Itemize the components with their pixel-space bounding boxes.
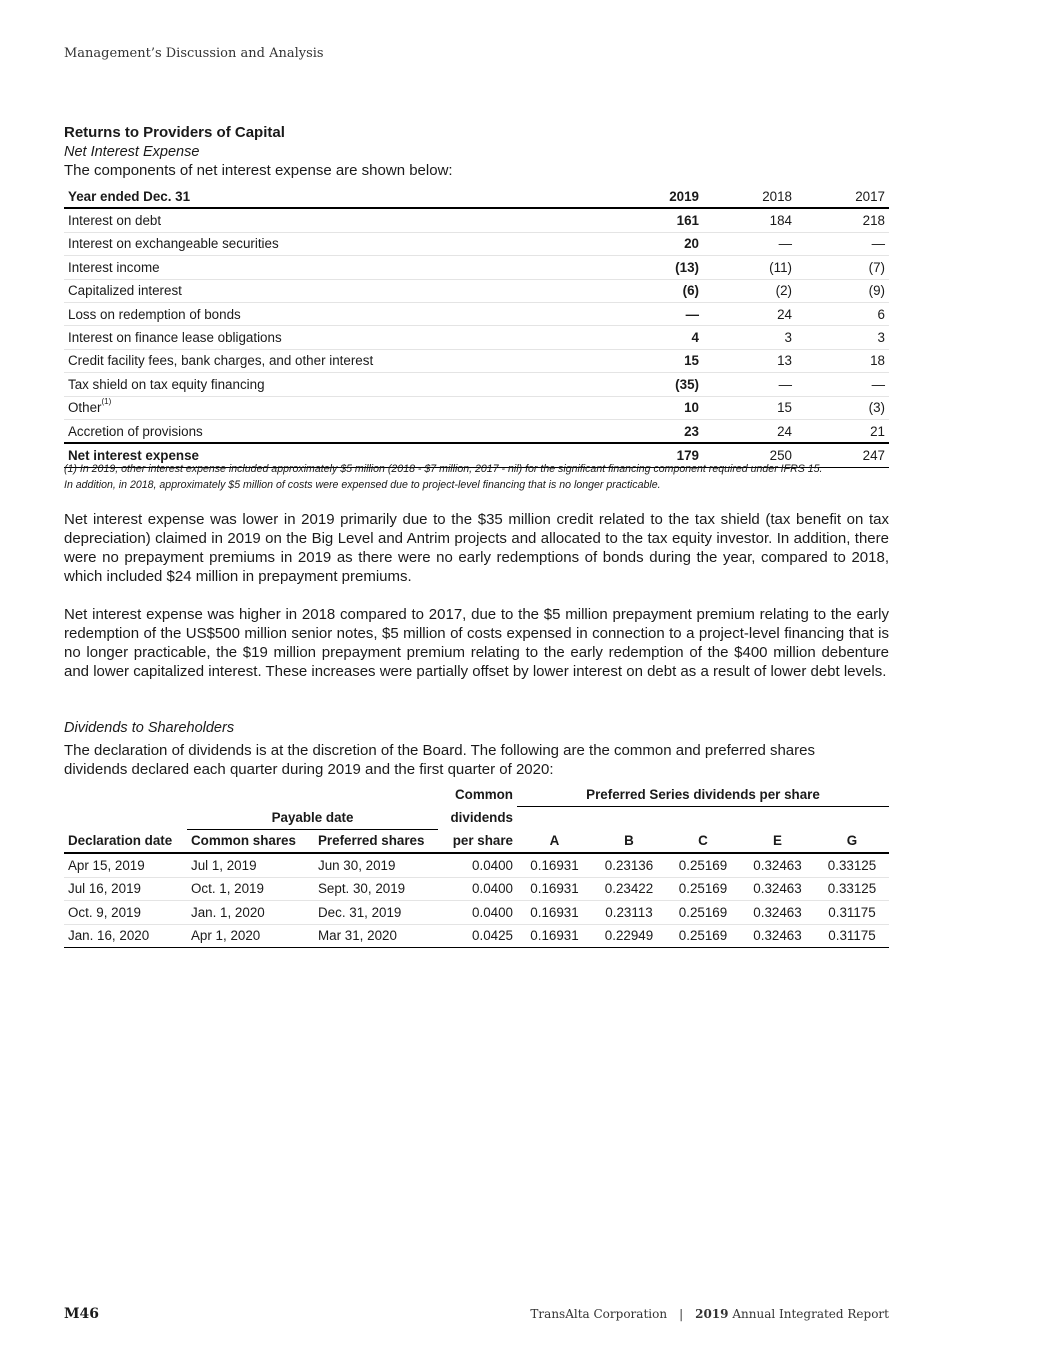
declaration-date: Jul 16, 2019 (64, 877, 187, 901)
row-label: Interest income (64, 256, 625, 279)
series-a-header: A (517, 829, 592, 853)
value-2018: 24 (703, 419, 796, 443)
table-footnote (64, 461, 894, 493)
series-b-value: 0.23113 (592, 901, 666, 925)
value-2019: (13) (625, 256, 703, 279)
series-a-value: 0.16931 (517, 901, 592, 925)
common-payable-date: Oct. 1, 2019 (187, 877, 314, 901)
series-a-value: 0.16931 (517, 877, 592, 901)
series-g-value: 0.33125 (815, 853, 889, 877)
preferred-payable-date: Dec. 31, 2019 (314, 901, 438, 925)
series-b-value: 0.23136 (592, 853, 666, 877)
row-label-other (64, 396, 625, 419)
series-c-value: 0.25169 (666, 924, 740, 948)
table-row (64, 279, 889, 302)
page-number: M46 (64, 1306, 99, 1322)
col-label: Year ended Dec. 31 (64, 185, 625, 208)
year-2018-header: 2018 (703, 185, 796, 208)
footer-report-title (530, 1307, 889, 1321)
row-label: Tax shield on tax equity financing (64, 373, 625, 396)
series-b-value: 0.22949 (592, 924, 666, 948)
row-label: Accretion of provisions (64, 419, 625, 443)
preferred-payable-date: Mar 31, 2020 (314, 924, 438, 948)
series-e-value: 0.32463 (740, 853, 815, 877)
row-label: Interest on debt (64, 208, 625, 232)
series-g-value: 0.31175 (815, 924, 889, 948)
value-2019: 20 (625, 232, 703, 255)
value-2017: — (796, 373, 889, 396)
value-2017: 6 (796, 302, 889, 325)
dividends-subtitle: Dividends to Shareholders (64, 720, 235, 736)
table-row (64, 924, 889, 948)
declaration-date: Jan. 16, 2020 (64, 924, 187, 948)
value-2017: 21 (796, 419, 889, 443)
value-2019: 15 (625, 349, 703, 372)
value-2018: — (703, 232, 796, 255)
table-row (64, 373, 889, 396)
table-row (64, 419, 889, 443)
table-row (64, 396, 889, 419)
dividends-table (64, 783, 889, 948)
series-g-header: G (815, 829, 889, 853)
value-2019: 23 (625, 419, 703, 443)
series-g-value: 0.33125 (815, 877, 889, 901)
value-2019: 4 (625, 326, 703, 349)
footer-year: 2019 (695, 1307, 729, 1321)
value-2018: 24 (703, 302, 796, 325)
value-2017: 3 (796, 326, 889, 349)
payable-group-header: Payable date (187, 806, 438, 829)
footer-separator: | (679, 1307, 684, 1321)
row-label: Loss on redemption of bonds (64, 302, 625, 325)
common-shares-header: Common shares (187, 829, 314, 853)
series-c-value: 0.25169 (666, 877, 740, 901)
paragraph-1: Net interest expense was lower in 2019 primarily due to the $35 million credit related to the tax shield (tax benefit on tax depreciation) claimed in 2019 on the Big Level and Antrim projects and allocated to the tax equity investor. In addition, there were no prepayment premiums in 2019 as there were no early redemptions of bonds during the year, compared to 2018, which included $24 million in prepayment premiums. (64, 511, 889, 585)
series-g-value: 0.31175 (815, 901, 889, 925)
value-2018: 13 (703, 349, 796, 372)
paragraph-2: Net interest expense was higher in 2018 compared to 2017, due to the $5 million prepayment premium relating to the early redemption of the US$500 million senior notes, $5 million of costs expensed in connection to a project-level financing that is no longer practicable, the $19 million prepayment premium relating to the early redemption of the $400 million debenture and lower capitalized interest. These increases were partially offset by lower interest on debt as a result of lower debt levels. (64, 606, 889, 680)
series-a-value: 0.16931 (517, 853, 592, 877)
value-2017: 18 (796, 349, 889, 372)
series-e-value: 0.32463 (740, 901, 815, 925)
total-2017: 247 (796, 443, 889, 467)
common-payable-date: Apr 1, 2020 (187, 924, 314, 948)
total-2018: 250 (703, 443, 796, 467)
series-b-value: 0.23422 (592, 877, 666, 901)
table-row (64, 208, 889, 232)
common-header-line2: dividends (450, 810, 513, 825)
value-2019: 10 (625, 396, 703, 419)
year-2017-header: 2017 (796, 185, 889, 208)
common-dividend: 0.0425 (438, 924, 517, 948)
preferred-payable-date: Sept. 30, 2019 (314, 877, 438, 901)
value-2018: (2) (703, 279, 796, 302)
value-2017: (3) (796, 396, 889, 419)
common-dividend: 0.0400 (438, 901, 517, 925)
preferred-group-header: Preferred Series dividends per share (517, 783, 889, 806)
table-row (64, 901, 889, 925)
common-payable-date: Jan. 1, 2020 (187, 901, 314, 925)
series-a-value: 0.16931 (517, 924, 592, 948)
table-row (64, 232, 889, 255)
value-2018: 3 (703, 326, 796, 349)
header-row-2 (64, 806, 889, 829)
table-row (64, 256, 889, 279)
footnote-line-2: In addition, in 2018, approximately $5 million of costs were expensed due to project-level financing that is no longer practicable. (64, 479, 661, 491)
value-2017: 218 (796, 208, 889, 232)
row-label: Other (68, 400, 102, 416)
value-2017: (7) (796, 256, 889, 279)
value-2018: 15 (703, 396, 796, 419)
common-payable-date: Jul 1, 2019 (187, 853, 314, 877)
common-header-line3: per share (438, 829, 517, 853)
preferred-payable-date: Jun 30, 2019 (314, 853, 438, 877)
table-row (64, 853, 889, 877)
value-2018: 184 (703, 208, 796, 232)
value-2017: (9) (796, 279, 889, 302)
value-2018: (11) (703, 256, 796, 279)
section-title: Returns to Providers of Capital (64, 124, 285, 141)
table-row (64, 349, 889, 372)
value-2019: 161 (625, 208, 703, 232)
series-c-header: C (666, 829, 740, 853)
footer-company: TransAlta Corporation (530, 1307, 668, 1321)
row-label: Credit facility fees, bank charges, and other interest (64, 349, 625, 372)
value-2017: — (796, 232, 889, 255)
dividends-intro: The declaration of dividends is at the discretion of the Board. The following are the common and preferred shares dividends declared each quarter during 2019 and the first quarter of 2020: (64, 742, 815, 778)
total-2019: 179 (625, 443, 703, 467)
common-dividend: 0.0400 (438, 853, 517, 877)
common-dividend: 0.0400 (438, 877, 517, 901)
declaration-date: Oct. 9, 2019 (64, 901, 187, 925)
value-2019: (6) (625, 279, 703, 302)
row-label: Capitalized interest (64, 279, 625, 302)
preferred-shares-header: Preferred shares (314, 829, 438, 853)
net-interest-table (64, 185, 889, 468)
table-row (64, 326, 889, 349)
declaration-header: Declaration date (64, 829, 187, 853)
row-label: Interest on exchangeable securities (64, 232, 625, 255)
footnote-line-1: (1) In 2019, other interest expense included approximately $5 million (2018 - $7 million, 2017 - nil) for the significant financing component required under IFRS 15. (64, 463, 823, 475)
series-e-header: E (740, 829, 815, 853)
total-label: Net interest expense (64, 443, 625, 467)
series-c-value: 0.25169 (666, 853, 740, 877)
year-2019-header: 2019 (625, 185, 703, 208)
value-2018: — (703, 373, 796, 396)
table-row (64, 302, 889, 325)
row-label: Interest on finance lease obligations (64, 326, 625, 349)
table-header-row (64, 185, 889, 208)
section-subtitle: Net Interest Expense (64, 144, 200, 160)
value-2019: — (625, 302, 703, 325)
common-header-line1: Common (454, 787, 513, 802)
declaration-date: Apr 15, 2019 (64, 853, 187, 877)
series-b-header: B (592, 829, 666, 853)
value-2019: (35) (625, 373, 703, 396)
header-row-3 (64, 829, 889, 853)
series-e-value: 0.32463 (740, 877, 815, 901)
section-intro: The components of net interest expense are shown below: (64, 162, 453, 179)
footer-report: Annual Integrated Report (732, 1307, 889, 1321)
footnote-marker: (1) (101, 397, 112, 407)
running-header: Management’s Discussion and Analysis (64, 46, 324, 61)
header-row-1 (64, 783, 889, 806)
series-c-value: 0.25169 (666, 901, 740, 925)
series-e-value: 0.32463 (740, 924, 815, 948)
table-row (64, 877, 889, 901)
